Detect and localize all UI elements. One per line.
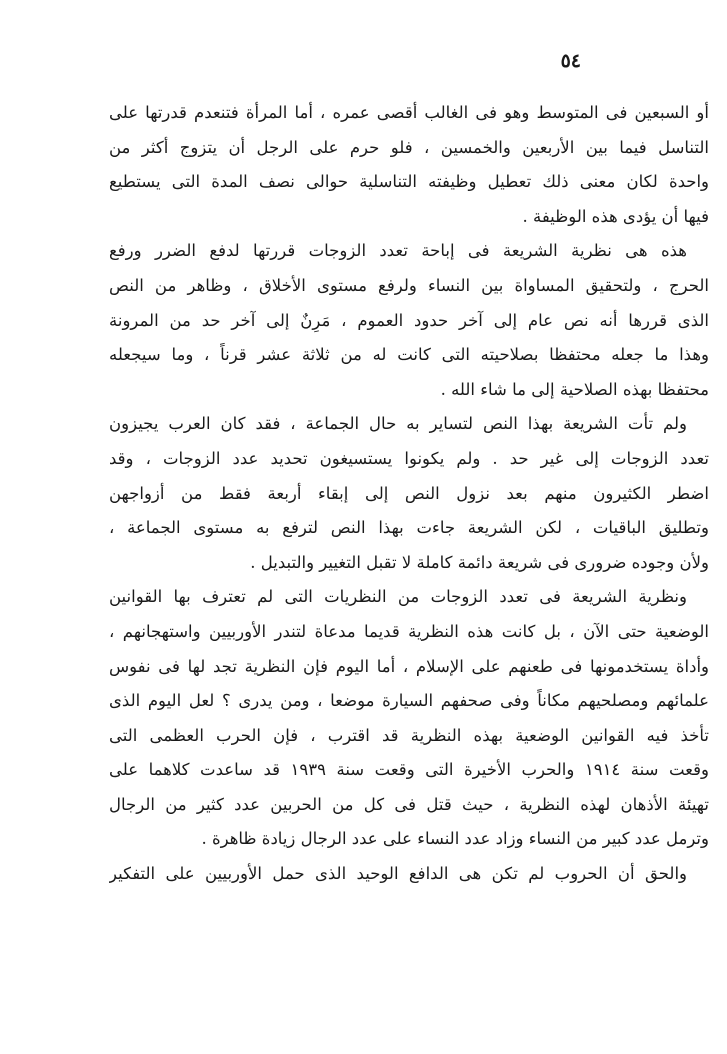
text-line: أو السبعين فى المتوسط وهو فى الغالب أقصى عمره ، أما المرأة فتنعدم قدرتها على <box>109 103 709 122</box>
text-line: هذه هى نظرية الشريعة فى إباحة تعدد الزوجات قررتها لدفع الضرر ورفع <box>109 241 687 261</box>
text-line: والحق أن الحروب لم تكن هى الدافع الوحيد الذى حمل الأوربيين على التفكير <box>109 864 687 884</box>
text-line: الوضعية حتى الآن ، بل كانت هذه النظرية قديما مدعاة لتندر الأوربيين واستهجانهم ، <box>109 621 709 641</box>
text-line: وأداة يستخدمونها فى طعنهم على الإسلام ، أما اليوم فإن النظرية تجد لها فى نفوس <box>109 656 709 676</box>
text-line: ولأن وجوده ضرورى فى شريعة دائمة كاملة لا تقبل التغيير والتبديل . <box>250 552 709 572</box>
text-line: وقعت سنة ١٩١٤ والحرب الأخيرة التى وقعت سنة ١٩٣٩ قد ساعدت كلاهما على <box>109 760 709 780</box>
text-line: محتفظا بهذه الصلاحية إلى ما شاء الله . <box>440 379 709 399</box>
text-line: الحرج ، ولتحقيق المساواة بين النساء ولرفع مستوى الأخلاق ، وظاهر من النص <box>109 275 709 295</box>
text-line: واحدة لكان معنى ذلك تعطيل وظيفته التناسلية حوالى نصف المدة التى يستطيع <box>109 172 709 192</box>
text-line: الذى قررها أنه نص عام إلى آخر حدود العموم ، مَرِنٌ إلى آخر حد من المرونة <box>109 310 709 330</box>
text-line: تعدد الزوجات إلى غير حد . ولم يكونوا يستسيغون تحديد عدد الزوجات ، وقد <box>109 448 709 468</box>
text-line: وهذا ما جعله محتفظا بصلاحيته التى كانت له من ثلاثة عشر قرناً ، وما سيجعله <box>109 345 709 365</box>
page-number: ٥٤ <box>560 50 581 72</box>
text-line: علمائهم ومصلحيهم مكاناً وفى صحفهم السيارة موضعا ، ومن يدرى ؟ لعل اليوم الذى <box>109 691 709 711</box>
text-line: وترمل عدد كبير من النساء وزاد عدد النساء على عدد الرجال زيادة ظاهرة . <box>201 829 709 849</box>
body-text <box>109 96 709 892</box>
text-line: وتطليق الباقيات ، لكن الشريعة جاءت بهذا النص لترفع به مستوى الجماعة ، <box>109 518 709 538</box>
text-line: تهيئة الأذهان لهذه النظرية ، حيث قتل فى كل من الحربين عدد كثير من الرجال <box>109 794 709 814</box>
text-line: ولم تأت الشريعة بهذا النص لتساير به حال الجماعة ، فقد كان العرب يجيزون <box>109 414 687 434</box>
text-line: ونظرية الشريعة فى تعدد الزوجات من النظريات التى لم تعترف بها القوانين <box>109 587 687 607</box>
text-line: التناسل فيما بين الأربعين والخمسين ، فلو حرم على الرجل أن يتزوج أكثر من <box>109 137 709 157</box>
text-line: فيها أن يؤدى هذه الوظيفة . <box>522 206 709 226</box>
text-line: اضطر الكثيرون منهم بعد نزول النص إلى إبقاء أربعة فقط من أزواجهن <box>109 483 709 503</box>
text-line: تأخذ فيه القوانين الوضعية بهذه النظرية قد اقترب ، فإن الحرب العظمى التى <box>109 725 709 745</box>
